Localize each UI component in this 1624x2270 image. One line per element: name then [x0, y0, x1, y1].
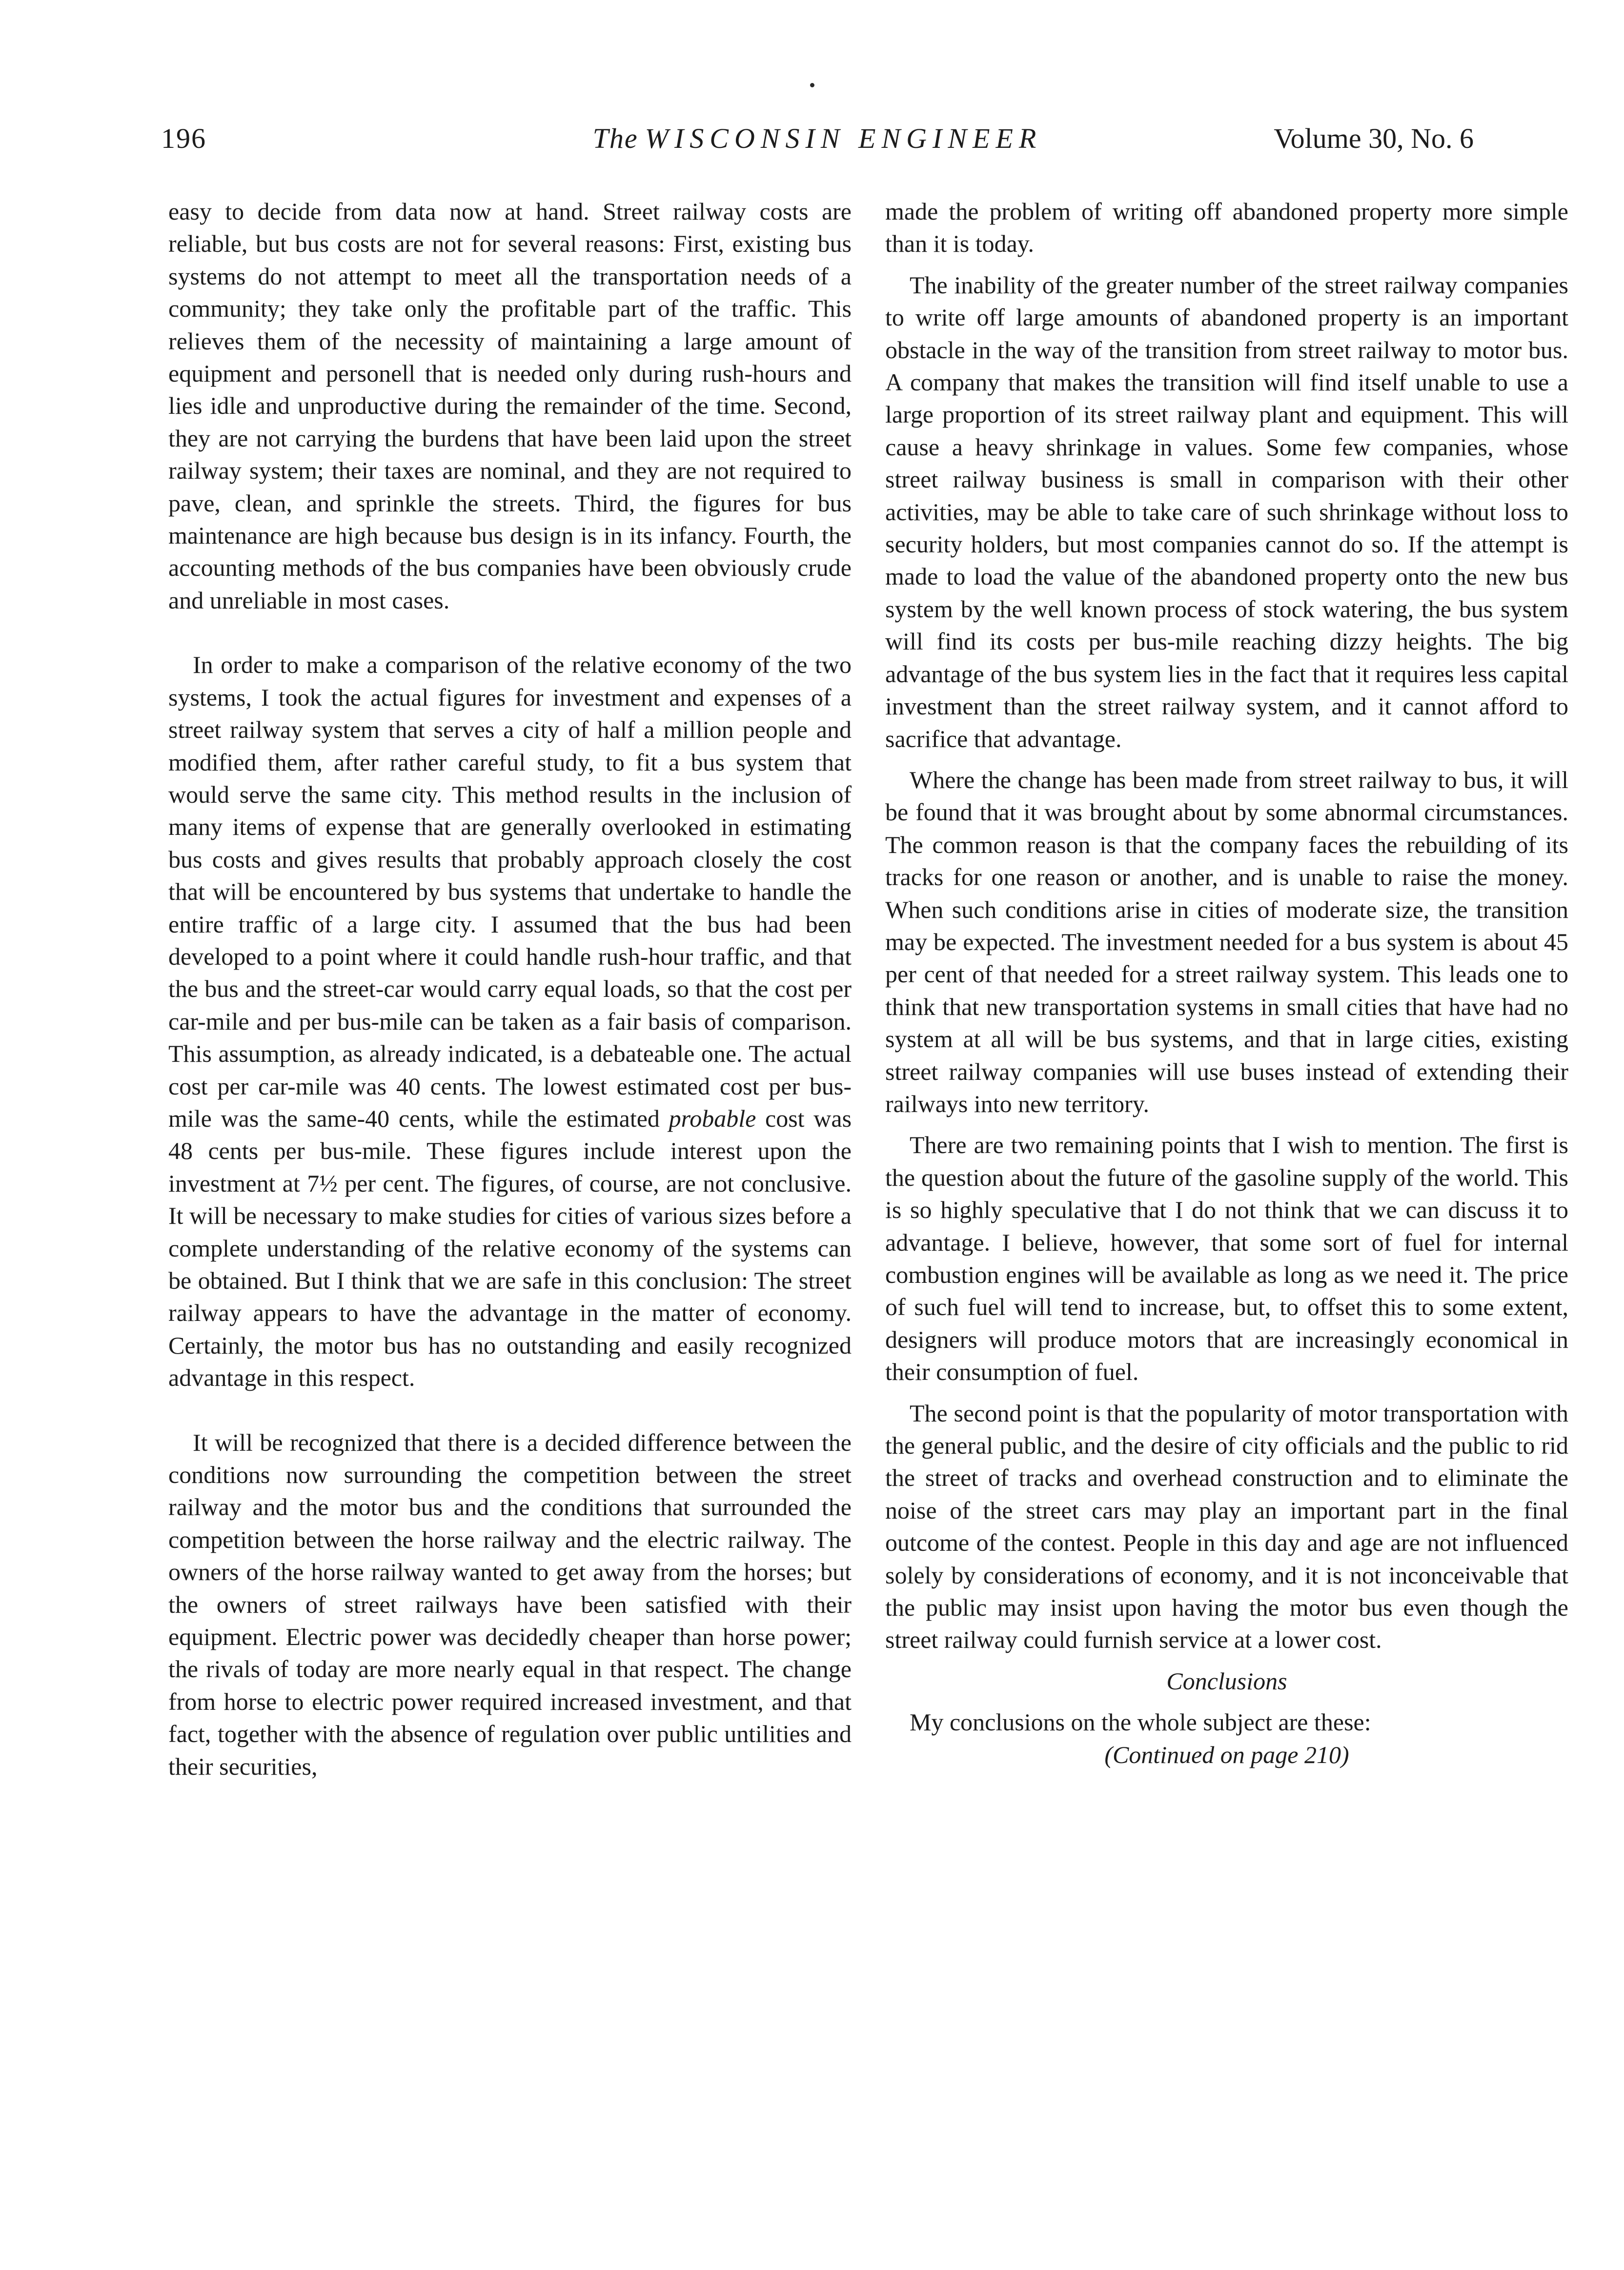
conclusions-paragraph: My conclusions on the whole subject are these:: [910, 1708, 1371, 1736]
right-paragraph-1: made the problem of writing off abandoned property more simple than it is today.: [885, 198, 1568, 258]
right-paragraph-3: Where the change has been made from street railway to bus, it will be found that it was brought about by some abnormal circumstances. The common reason is that the company faces the rebuilding of its tracks for one reason or another, and is unable to raise the money. When such conditions arise in cities of moderate size, the transition may be expected. The investment needed for a bus system is about 45 per cent of that needed for a street railway system. This leads one to think that new transportation systems in small cities that have had no system at all will be bus systems, and that in large cities, existing street railway companies will use buses instead of extending their railways into new territory.: [885, 766, 1568, 1117]
left-column: [168, 195, 852, 1783]
right-paragraph-2: The inability of the greater number of the street railway companies to write off large amounts of abandoned property is an important obstacle in the way of the transition from street railway to motor bus. A company that makes the transition will find itself unable to use a large proportion of its street railway plant and equipment. This will cause a heavy shrinkage in values. Some few companies, whose street railway business is small in comparison with their other activities, may be able to take care of such shrinkage without loss to security holders, but most companies cannot do so. If the attempt is made to load the value of the abandoned property onto the new bus system by the well known process of stock watering, the bus system will find its costs per bus-mile reaching dizzy heights. The big advantage of the bus system lies in the fact that it requires less capital investment than the street railway system, and it cannot afford to sacrifice that advantage.: [885, 271, 1568, 752]
print-mark: [810, 83, 814, 87]
journal-title-prefix: The: [592, 122, 638, 154]
left-paragraph-2-emphasis: probable: [669, 1104, 756, 1132]
right-column: [885, 195, 1568, 1795]
right-paragraph-4: There are two remaining points that I wish to mention. The first is the question about the future of the gasoline supply of the world. This is so highly speculative that I do not think that we can discuss it to advantage. I believe, however, that some sort of fuel for internal combustion engines will be available as long as we need it. The price of such fuel will tend to increase, but, to offset this to some extent, designers will produce motors that are increasingly economical in their consumption of fuel.: [885, 1131, 1568, 1386]
right-paragraph-5: The second point is that the popularity of motor transportation with the general public, and the desire of city officials and the public to rid the street of tracks and overhead construction and to eliminate the noise of the street cars may play an important part in the final outcome of the contest. People in this day and age are not influenced solely by considerations of economy, and it is not inconceivable that the public may insist upon having the motor bus even though the street railway could furnish service at a lower cost.: [885, 1399, 1568, 1654]
journal-title-name: WISCONSIN ENGINEER: [645, 122, 1042, 154]
left-paragraph-2: [168, 649, 852, 1394]
left-paragraph-2-text: In order to make a comparison of the relative economy of the two systems, I took the actual figures for investment and expenses of a street railway system that serves a city of half a million people and modified them, after rather careful study, to fit a bus system that would serve the same city. This method results in the inclusion of many items of expense that are generally overlooked in estimating bus costs and gives results that probably approach closely the cost that will be encountered by bus systems that undertake to handle the entire traffic of a large city. I assumed that the bus had been developed to a point where it could handle rush-hour traffic, and that the bus and the street-car would carry equal loads, so that the cost per car-mile and per bus-mile can be taken as a fair basis of comparison. This assumption, as already indicated, is a debateable one. The actual cost per car-mile was 40 cents. The lowest estimated cost per bus-mile was the same-40 cents, while the estimated: [168, 651, 852, 1132]
volume-issue: Volume 30, No. 6: [1274, 122, 1474, 154]
page-number: 196: [161, 122, 206, 154]
left-paragraph-3: It will be recognized that there is a decided difference between the conditions now surrounding the competition between the street railway and the motor bus and the conditions that surrounded the competition between the horse railway and the electric railway. The owners of the horse railway wanted to get away from the horses; but the owners of street railways have been satisfied with their equipment. Electric power was decidedly cheaper than horse power; the rivals of today are more nearly equal in that respect. The change from horse to electric power required increased investment, and that fact, together with the absence of regulation over public untilities and their securities,: [168, 1428, 852, 1780]
conclusions-heading: Conclusions: [1166, 1667, 1287, 1695]
left-paragraph-1: easy to decide from data now at hand. Street railway costs are reliable, but bus costs are not for several reasons: First, existing bus systems do not attempt to meet all the transportation needs of a community; they take only the profitable part of the traffic. This relieves them of the necessity of maintaining a large amount of equipment and personell that is needed only during rush-hours and lies idle and unproductive during the remainder of the time. Second, they are not carrying the burdens that have been laid upon the street railway system; their taxes are nominal, and they are not required to pave, clean, and sprinkle the streets. Third, the figures for bus maintenance are high because bus design is in its infancy. Fourth, the accounting methods of the bus companies have been obviously crude and unreliable in most cases.: [168, 198, 852, 614]
page-header: [161, 122, 1474, 166]
continued-note: (Continued on page 210): [1104, 1741, 1349, 1768]
left-paragraph-2-tail: cost was 48 cents per bus-mile. These figures include interest upon the investment at 7½ per cent. The figures, of course, are not conclusive. It will be necessary to make studies for cities of various sizes before a complete understanding of the relative economy of the systems can be obtained. But I think that we are safe in this conclusion: The street railway appears to have the advantage in the matter of economy. Certainly, the motor bus has no outstanding and easily recognized advantage in this respect.: [168, 1104, 852, 1392]
